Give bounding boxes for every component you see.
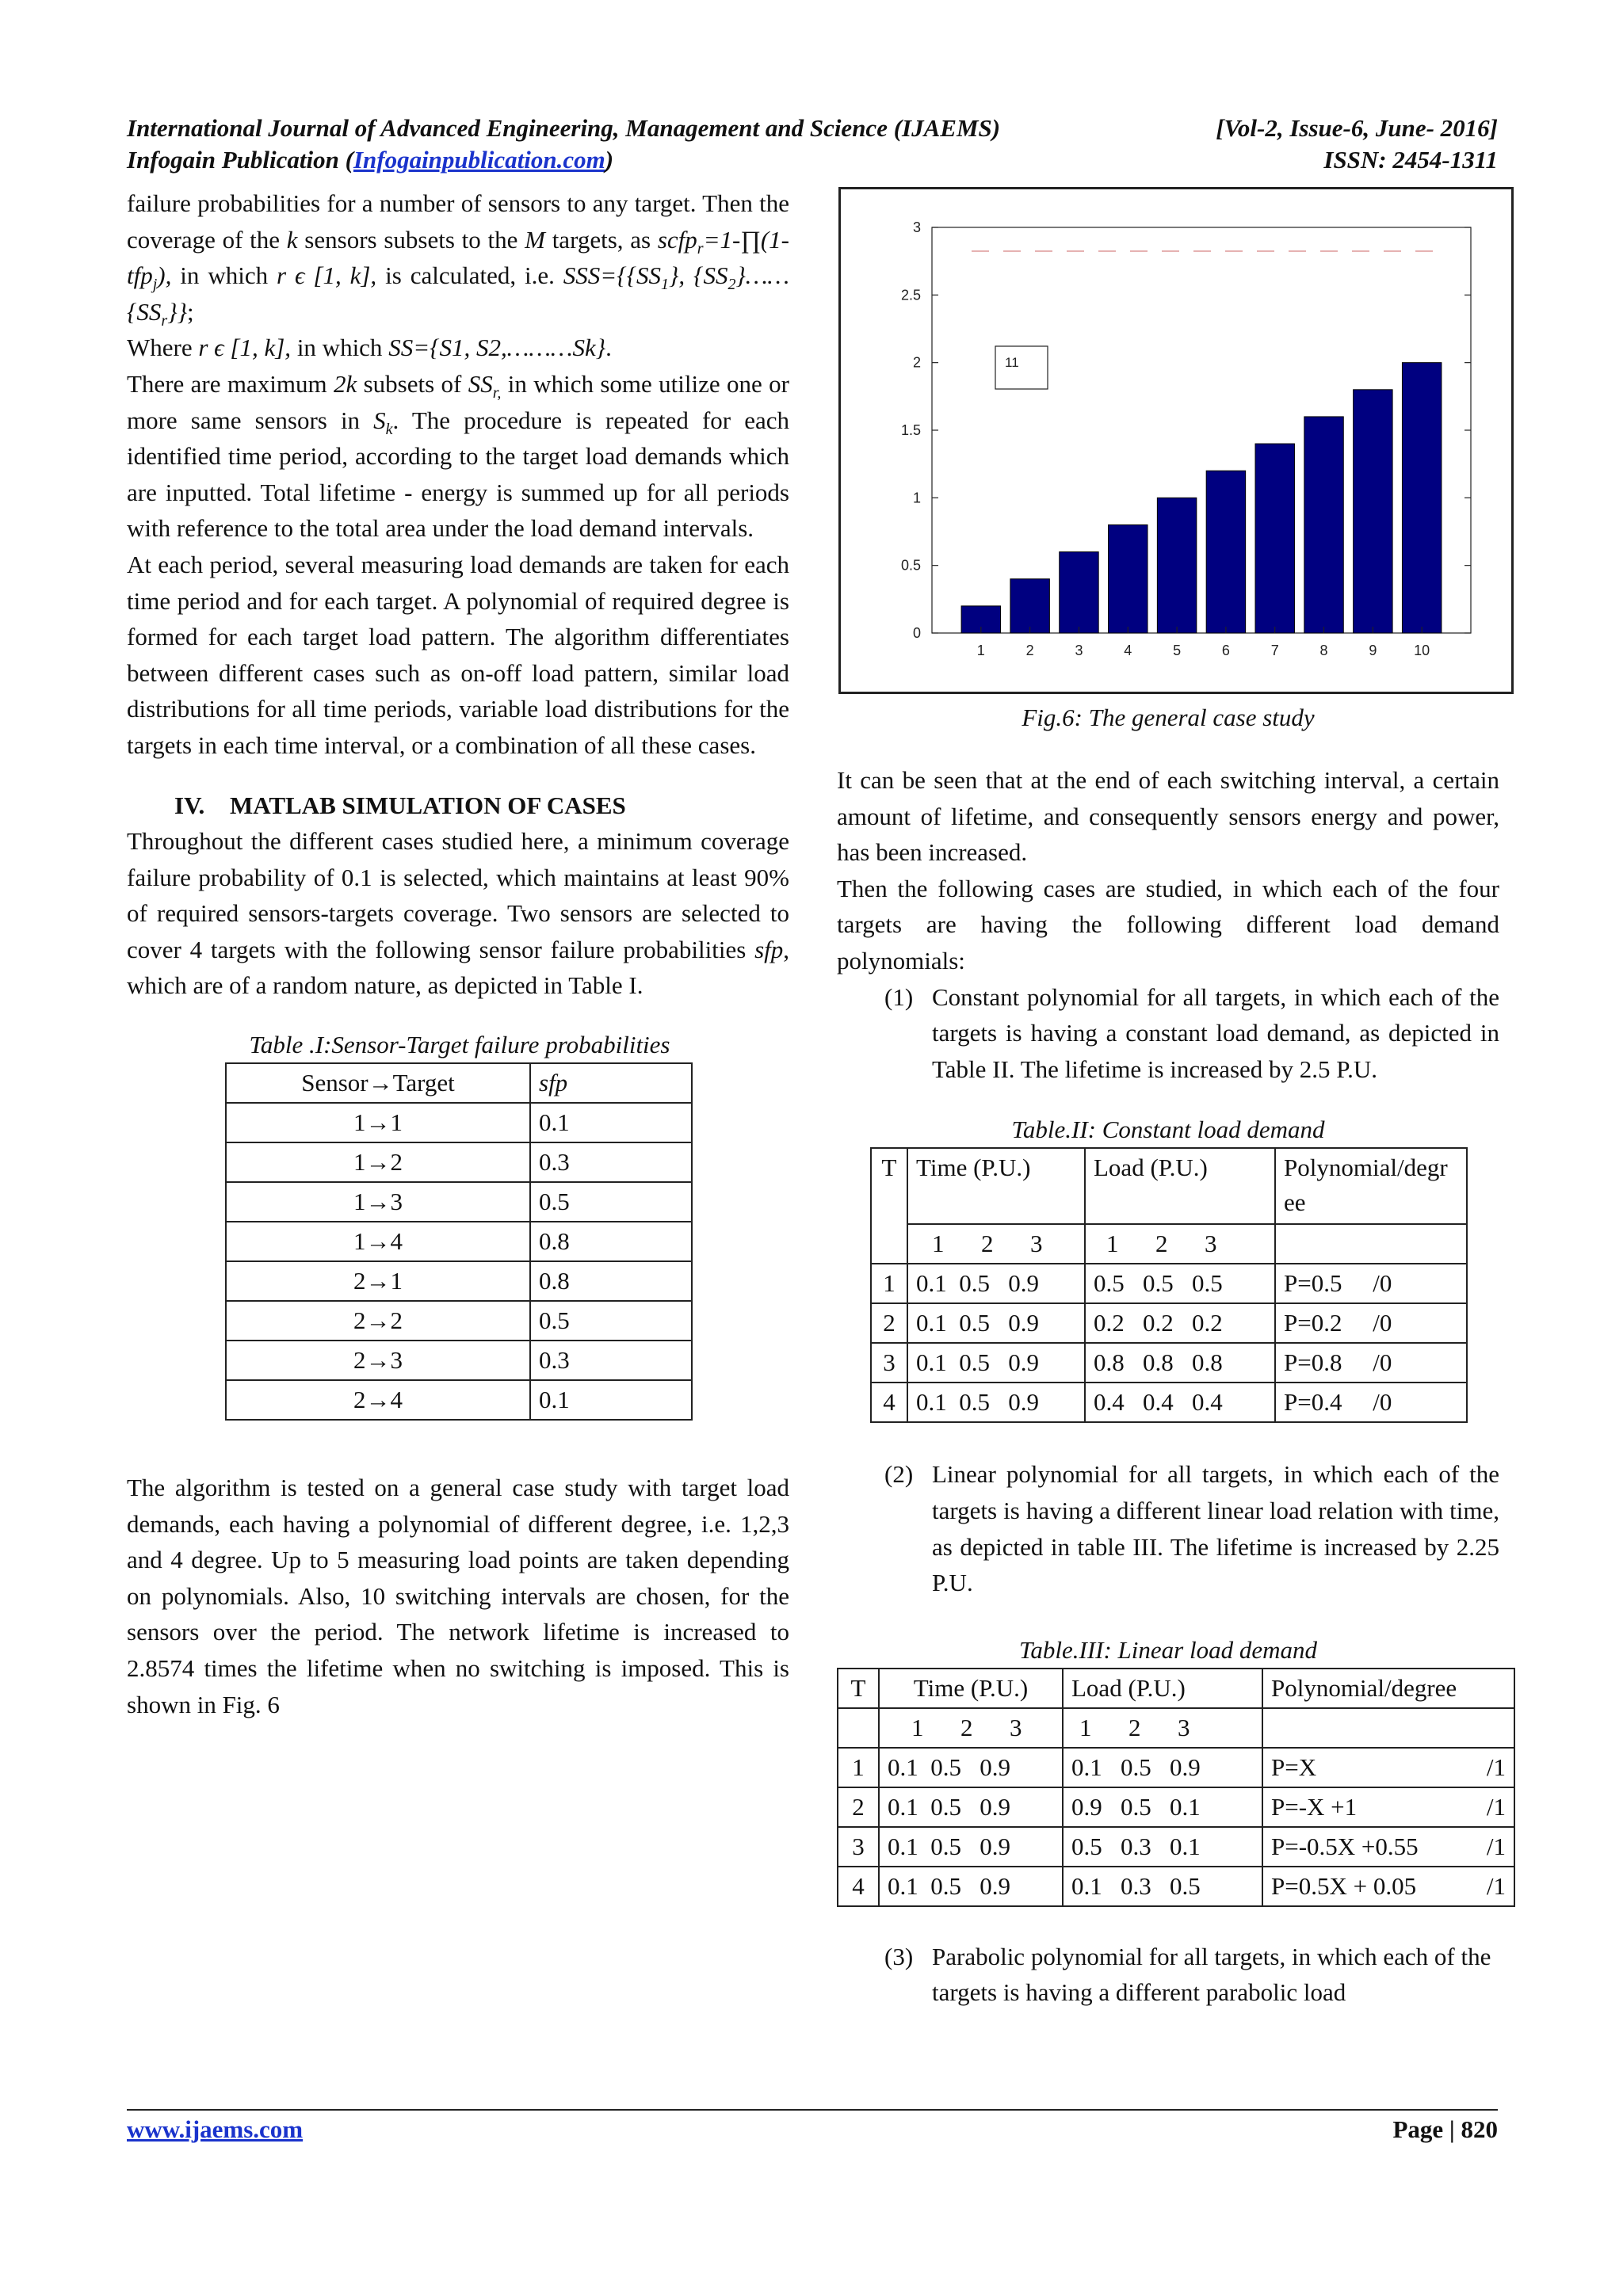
table1-cell: 1→4	[226, 1222, 530, 1261]
table2-cell: 0.2 0.2 0.2	[1085, 1303, 1275, 1343]
list-item	[837, 1456, 1499, 1600]
table2-head-cell: T	[871, 1148, 907, 1264]
left-column	[127, 185, 789, 1722]
table2-cell: 0.1 0.5 0.9	[907, 1264, 1085, 1303]
table2-subheader	[871, 1224, 1467, 1264]
table1-cell: 1→1	[226, 1103, 530, 1142]
table3-cell: /1	[1467, 1827, 1514, 1867]
table1-cell: 0.3	[530, 1341, 692, 1380]
page-header	[127, 113, 1498, 176]
table2-cell: 2	[871, 1303, 907, 1343]
x-tick-label: 1	[976, 643, 985, 658]
bar	[1206, 471, 1245, 633]
table3-sub-cell	[838, 1708, 879, 1748]
table3-cell: 0.5 0.3 0.1	[1063, 1827, 1262, 1867]
bar-chart-svg	[841, 189, 1511, 692]
y-tick-label: 3	[912, 219, 921, 235]
section-heading	[127, 788, 789, 824]
table1-cell: 1→2	[226, 1142, 530, 1182]
bar	[1255, 444, 1294, 633]
table-row	[871, 1383, 1467, 1422]
paragraph-periods: At each period, several measuring load demands are taken for each time period and for each target. A polynomial of required degree is formed for each target load pattern. The algorithm differentiates between different cases such as on-off load pattern, similar load distributions for all time periods, variable load distributions for the targets in each time interval, or a combination of all these cases.	[127, 550, 789, 759]
table-row	[838, 1787, 1514, 1827]
table3-head-cell: Polynomial/degree	[1262, 1669, 1514, 1708]
publisher-link[interactable]: Infogainpublication.com	[353, 146, 605, 174]
table3-cell: 0.1 0.5 0.9	[879, 1827, 1063, 1867]
publisher: Infogain Publication (Infogainpublication.com)	[127, 146, 614, 174]
x-tick-label: 10	[1414, 643, 1430, 658]
table2-cell: 0.1 0.5 0.9	[907, 1343, 1085, 1383]
table-row	[838, 1827, 1514, 1867]
paragraph-cases-intro: Then the following cases are studied, in which each of the four targets are having the following different load demand polynomials:	[837, 874, 1499, 974]
table1-cell: 2→2	[226, 1301, 530, 1341]
journal-title: International Journal of Advanced Engineering, Management and Science (IJAEMS)	[127, 114, 1001, 142]
table-row	[226, 1103, 692, 1142]
x-tick-label: 8	[1319, 643, 1328, 658]
case-list-3	[837, 1939, 1499, 2011]
x-tick-label: 5	[1173, 643, 1182, 658]
table1-head-cell: Sensor→Target	[226, 1063, 530, 1103]
table2-cell: 3	[871, 1343, 907, 1383]
table3-cell: 0.1 0.3 0.5	[1063, 1867, 1262, 1906]
table2-sub-cell: 1 2 3	[1085, 1224, 1275, 1264]
paragraph-general-case: The algorithm is tested on a general case study with target load demands, each having a polynomial of different degree, i.e. 1,2,3 and 4 degree. Up to 5 measuring load points are taken depending on polynomials. Also, 10 switching intervals are chosen, for the sensors over the period. The network lifetime is increased to 2.8574 times the lifetime when no switching is imposed. This is shown in Fig. 6	[127, 1474, 789, 1718]
table-row	[871, 1343, 1467, 1383]
bar	[1354, 390, 1392, 633]
list-item	[837, 979, 1499, 1088]
section-number: IV.	[174, 791, 205, 819]
paragraph-subsets: There are maximum 2k subsets of $SS_{r,}$ in which some utilize one or more same sensors in $S_k$. The procedure is repeated for each identified time period, according to the target load demands which are inputted. Total lifetime - energy is summed up for all periods with reference to the total area under the load demand intervals.	[127, 369, 789, 543]
bar	[1109, 524, 1148, 633]
bar	[1060, 552, 1098, 633]
table3-cell: 0.9 0.5 0.1	[1063, 1787, 1262, 1827]
paragraph-where: Where r ϵ [1, k], in which SS={S1, S2,………Sk}.	[127, 334, 612, 362]
case-index: (3)	[884, 1942, 914, 1970]
table-row	[226, 1142, 692, 1182]
table2-cell: 0.1 0.5 0.9	[907, 1383, 1085, 1422]
table1-cell: 0.8	[530, 1261, 692, 1301]
table2-sub-cell: 1 2 3	[907, 1224, 1085, 1264]
table3-cell: P=0.5X + 0.05	[1262, 1867, 1467, 1906]
table3-caption: Table.III: Linear load demand	[1019, 1635, 1317, 1664]
table2-head-cell: Polynomial/degree	[1275, 1148, 1467, 1224]
table3-cell: P=-0.5X +0.55	[1262, 1827, 1467, 1867]
paragraph-simulation: Throughout the different cases studied here, a minimum coverage failure probability of 0.1 is selected, which maintains at least 90% of required sensors-targets coverage. Two sensors are selected to cover 4 targets with the following sensor failure probabilities sfp, which are of a random nature, as depicted in Table I.	[127, 827, 789, 1000]
table3-head-cell: Time (P.U.)	[879, 1669, 1063, 1708]
table-row	[226, 1341, 692, 1380]
table3-sub-cell: 1 2 3	[1063, 1708, 1262, 1748]
table3-cell: 3	[838, 1827, 879, 1867]
table2-head-cell: Load (P.U.)	[1085, 1148, 1275, 1224]
table3-head-cell: Load (P.U.)	[1063, 1669, 1262, 1708]
figure-caption: Fig.6: The general case study	[1022, 704, 1315, 731]
x-tick-label: 3	[1075, 643, 1083, 658]
case-index: (2)	[884, 1460, 914, 1489]
legend-label: 11	[1005, 355, 1019, 370]
figure-6-chart	[838, 187, 1514, 694]
table1-cell: 0.1	[530, 1380, 692, 1420]
table3-cell: P=-X +1	[1262, 1787, 1467, 1827]
table1-cell: 0.5	[530, 1301, 692, 1341]
table2-cell: 1	[871, 1264, 907, 1303]
table1-cell: 0.5	[530, 1182, 692, 1222]
table3-cell: 0.1 0.5 0.9	[1063, 1748, 1262, 1787]
x-tick-label: 6	[1221, 643, 1230, 658]
footer-rule	[127, 2109, 1498, 2111]
table-row	[226, 1261, 692, 1301]
table1-cell: 0.1	[530, 1103, 692, 1142]
table1-head-cell: sfp	[530, 1063, 692, 1103]
table2-cell: P=0.4 /0	[1275, 1383, 1467, 1422]
volume-info: [Vol-2, Issue-6, June- 2016]	[1216, 114, 1498, 142]
x-tick-label: 7	[1270, 643, 1279, 658]
paragraph-coverage: failure probabilities for a number of sensors to any target. Then the coverage of the k sensors subsets to the M targets, as scfp$_r$=1-∏(1-tfp$_j$), in which r ϵ [1, k], is calculated, i.e. $SSS=\{\{SS_1\}$, $\{SS_2\}\dots\dots\{SS_r\}$};	[127, 189, 789, 330]
bar	[1010, 579, 1049, 633]
x-tick-label: 2	[1025, 643, 1034, 658]
case-index: (1)	[884, 982, 914, 1011]
table-row	[838, 1748, 1514, 1787]
table2-cell: 0.4 0.4 0.4	[1085, 1383, 1275, 1422]
table-row	[226, 1301, 692, 1341]
section-title: MATLAB SIMULATION OF CASES	[230, 791, 626, 819]
y-tick-label: 1	[912, 490, 921, 506]
website-link[interactable]: www.ijaems.com	[127, 2115, 304, 2143]
table1-caption: Table .I:Sensor-Target failure probabilities	[249, 1031, 670, 1059]
table-row	[871, 1303, 1467, 1343]
table-row	[226, 1182, 692, 1222]
table2-header	[871, 1148, 1467, 1224]
table2-sub-cell	[1275, 1224, 1467, 1264]
table-row	[226, 1380, 692, 1420]
table3-cell: P=X	[1262, 1748, 1467, 1787]
case-text: Linear polynomial for all targets, in which each of the targets is having a different linear load relation with time, as depicted in table III. The lifetime is increased by 2.25 P.U.	[932, 1460, 1499, 1597]
case-text: Constant polynomial for all targets, in which each of the targets is having a constant load demand, as depicted in Table II. The lifetime is increased by 2.5 P.U.	[932, 982, 1499, 1083]
table3-sub-cell	[1262, 1708, 1514, 1748]
right-column	[837, 700, 1506, 2011]
x-tick-label: 9	[1369, 643, 1377, 658]
table3-cell: 2	[838, 1787, 879, 1827]
y-tick-label: 0.5	[900, 557, 921, 574]
y-tick-label: 2.5	[900, 287, 921, 303]
table3-subheader	[838, 1708, 1514, 1748]
table3-cell: 4	[838, 1867, 879, 1906]
table3-cell: /1	[1467, 1867, 1514, 1906]
table3-cell: 0.1 0.5 0.9	[879, 1867, 1063, 1906]
page-footer	[127, 2115, 1498, 2144]
table3-cell: 0.1 0.5 0.9	[879, 1748, 1063, 1787]
table3-cell: /1	[1467, 1748, 1514, 1787]
table3-sub-cell: 1 2 3	[879, 1708, 1063, 1748]
table-row	[838, 1867, 1514, 1906]
table1	[225, 1062, 693, 1421]
table1-header	[226, 1063, 692, 1103]
table3-header	[838, 1669, 1514, 1708]
table2-cell: 4	[871, 1383, 907, 1422]
table3-head-cell: T	[838, 1669, 879, 1708]
y-tick-label: 2	[912, 354, 921, 371]
table3-cell: 0.1 0.5 0.9	[879, 1787, 1063, 1827]
case-list-2	[837, 1456, 1499, 1600]
table2-caption: Table.II: Constant load demand	[1011, 1116, 1325, 1144]
table2-cell: 0.5 0.5 0.5	[1085, 1264, 1275, 1303]
table1-cell: 2→4	[226, 1380, 530, 1420]
list-item	[837, 1939, 1499, 2011]
table2	[870, 1147, 1468, 1423]
table2-cell: P=0.8 /0	[1275, 1343, 1467, 1383]
case-list-1	[837, 979, 1499, 1088]
issn: ISSN: 2454-1311	[1323, 146, 1498, 174]
table1-cell: 2→1	[226, 1261, 530, 1301]
paragraph-result: It can be seen that at the end of each switching interval, a certain amount of lifetime, and consequently sensors energy and power, has been increased.	[837, 766, 1499, 867]
table2-cell: 0.8 0.8 0.8	[1085, 1343, 1275, 1383]
table2-head-cell: Time (P.U.)	[907, 1148, 1085, 1224]
bar	[1402, 363, 1441, 633]
bar	[1157, 498, 1196, 633]
table-row	[226, 1222, 692, 1261]
table2-cell: 0.1 0.5 0.9	[907, 1303, 1085, 1343]
table1-cell: 2→3	[226, 1341, 530, 1380]
table2-cell: P=0.5 /0	[1275, 1264, 1467, 1303]
table1-cell: 0.3	[530, 1142, 692, 1182]
bar	[1304, 417, 1343, 633]
x-tick-label: 4	[1124, 643, 1132, 658]
table3-cell: /1	[1467, 1787, 1514, 1827]
table3	[837, 1668, 1515, 1907]
table1-cell: 1→3	[226, 1182, 530, 1222]
table3-cell: 1	[838, 1748, 879, 1787]
case-text: Parabolic polynomial for all targets, in which each of the targets is having a different parabolic load	[932, 1942, 1491, 2007]
y-tick-label: 0	[912, 625, 921, 641]
y-tick-label: 1.5	[900, 422, 921, 438]
table2-cell: P=0.2 /0	[1275, 1303, 1467, 1343]
table-row	[871, 1264, 1467, 1303]
table1-cell: 0.8	[530, 1222, 692, 1261]
legend-box	[995, 346, 1048, 389]
page-number: Page | 820	[1392, 2115, 1498, 2143]
